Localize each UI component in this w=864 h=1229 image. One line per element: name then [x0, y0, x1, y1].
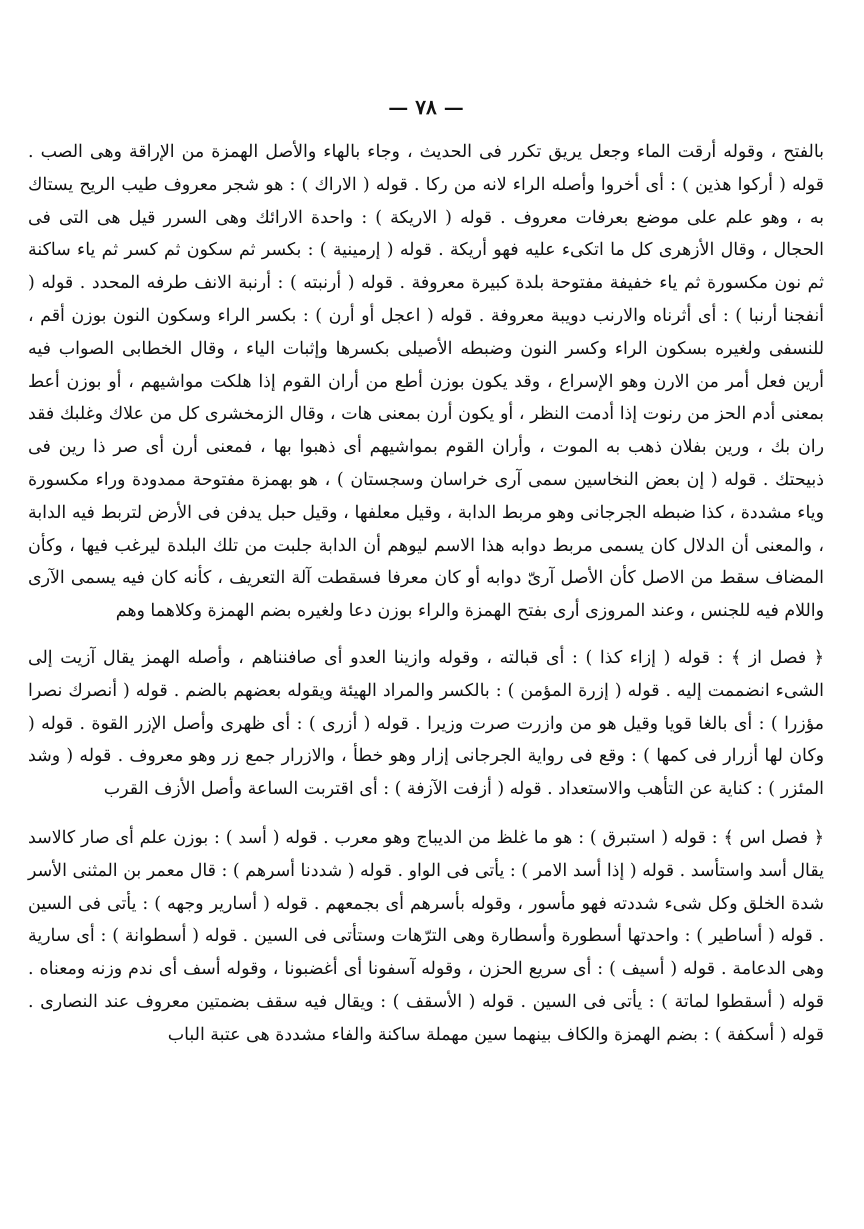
paragraph-fasl-az: ﴿ فصل از ﴾ : قوله ( إزاء كذا ) : أى قبالته ، وقوله وازينا العدو أى صافنناهم ، وأصله الهمز يقال آزيت إلى الشىء انضممت إليه . قوله ( إزرة المؤمن ) : بالكسر والمراد الهيئة ويقوله بعضهم بالضم . قوله ( أنصرك نصرا مؤزرا ) : أى بالغا قويا وقيل هو من وازرت صرت وزيرا . قوله ( أزرى ) : أى ظهرى وأصل الإزر القوة . قوله ( وكان لها أزرار فى كمها ) : وقع فى رواية الجرجانى إزار وهو خطأ ، والازرار جمع زر وهو معروف . قوله ( وشد المئزر ) : كناية عن التأهب والاستعداد . قوله ( أزفت الآزفة ) : أى اقتربت الساعة وأصل الأزف القرب — [28, 647, 824, 800]
document-page — [28, 92, 824, 1229]
paragraph-fasl-as: ﴿ فصل اس ﴾ : قوله ( استبرق ) : هو ما غلظ من الديباج وهو معرب . قوله ( أسد ) : بوزن علم أى صار كالاسد يقال أسد واستأسد . قوله ( إذا أسد الامر ) : يأتى فى الواو . قوله ( شددنا أسرهم ) : قال معمر بن المثنى الأسر شدة الخلق وكل شىء شددته فهو مأسور ، وقوله بأسرهم أى بجمعهم . قوله ( أسارير وجهه ) : يأتى فى السين . قوله ( أساطير ) : واحدتها أسطورة وأسطارة وهى الترّهات وستأتى فى السين . قوله ( أسطوانة ) : أى سارية وهى الدعامة . قوله ( أسيف ) : أى سريع الحزن ، وقوله آسفونا أى أغضبونا ، وقوله أسف أى ندم وزنه ومعناه . قوله ( أسقطوا لماتة ) : يأتى فى السين . قوله ( الأسقف ) : ويقال فيه سقف بضمتين معروف عند النصارى . قوله ( أسكفة ) : بضم الهمزة والكاف بينهما سين مهملة ساكنة والفاء مشددة هى عتبة الباب — [28, 827, 824, 1045]
page-number: — ٧٨ — — [388, 95, 464, 119]
paragraph-alif-ra: بالفتح ، وقوله أرقت الماء وجعل يريق تكرر فى الحديث ، وجاء بالهاء والأصل الهمزة من الإراقة وهى الصب . قوله ( أركوا هذين ) : أى أخروا وأصله الراء لانه من ركا . قوله ( الاراك ) : هو شجر معروف طيب الريح يستاك به ، وهو علم على موضع بعرفات معروف . قوله ( الاريكة ) : واحدة الارائك وهى السرر قيل هى التى فى الحجال ، وقال الأزهرى كل ما اتكىء عليه فهو أريكة . قوله ( إرمينية ) : بكسر ثم سكون ثم كسر ثم ياء ساكنة ثم نون مكسورة ثم ياء خفيفة مفتوحة بلدة كبيرة معروفة . قوله ( أرنبته ) : أرنبة الانف طرفه المحدد . قوله ( أنفجنا أرنبا ) : أى أثرناه والارنب دويبة معروفة . قوله ( اعجل أو أرن ) : بكسر الراء وسكون النون بوزن أقم ، للنسفى ولغيره بسكون الراء وكسر النون وضبطه الأصيلى بكسرها وإثبات الياء ، وقال الخطابى الصواب فيه أرين فعل أمر من الارن وهو الإسراع ، وقد يكون بوزن أطع من أران القوم إذا هلكت مواشيهم ، أو بوزن أعط بمعنى أدم الحز من رنوت إذا أدمت النظر ، أو يكون أرن بمعنى هات ، وقال الزمخشرى كل من علاك وغلبك فقد ران بك ، ورين بفلان ذهب به الموت ، وأران القوم بمواشيهم أى ذهبوا بها ، فمعنى أرن أى صر ذا رين فى ذبيحتك . قوله ( إن بعض النخاسين سمى آرى خراسان وسجستان ) ، هو بهمزة مفتوحة ممدودة وراء مكسورة وياء مشددة ، كذا ضبطه الجرجانى وهو مربط الدابة ، وقيل معلفها ، وقيل حبل يدفن فى الأرض لتربط فيه الدابة ، والمعنى أن الدلال كان يسمى مربط دوابه هذا الاسم ليوهم أن الدابة جلبت من تلك البلدة ليرغب فيها ، وكأن المضاف سقط من الاصل كأن الأصل آرىّ دوابه أو كان معرفا فسقطت آلة التعريف ، كأنه كان فيه يسمى الآرى واللام فيه للجنس ، وعند المروزى أرى بفتح الهمزة والراء بوزن دعا ولغيره بضم الهمزة وكلاهما وهم — [28, 142, 824, 622]
